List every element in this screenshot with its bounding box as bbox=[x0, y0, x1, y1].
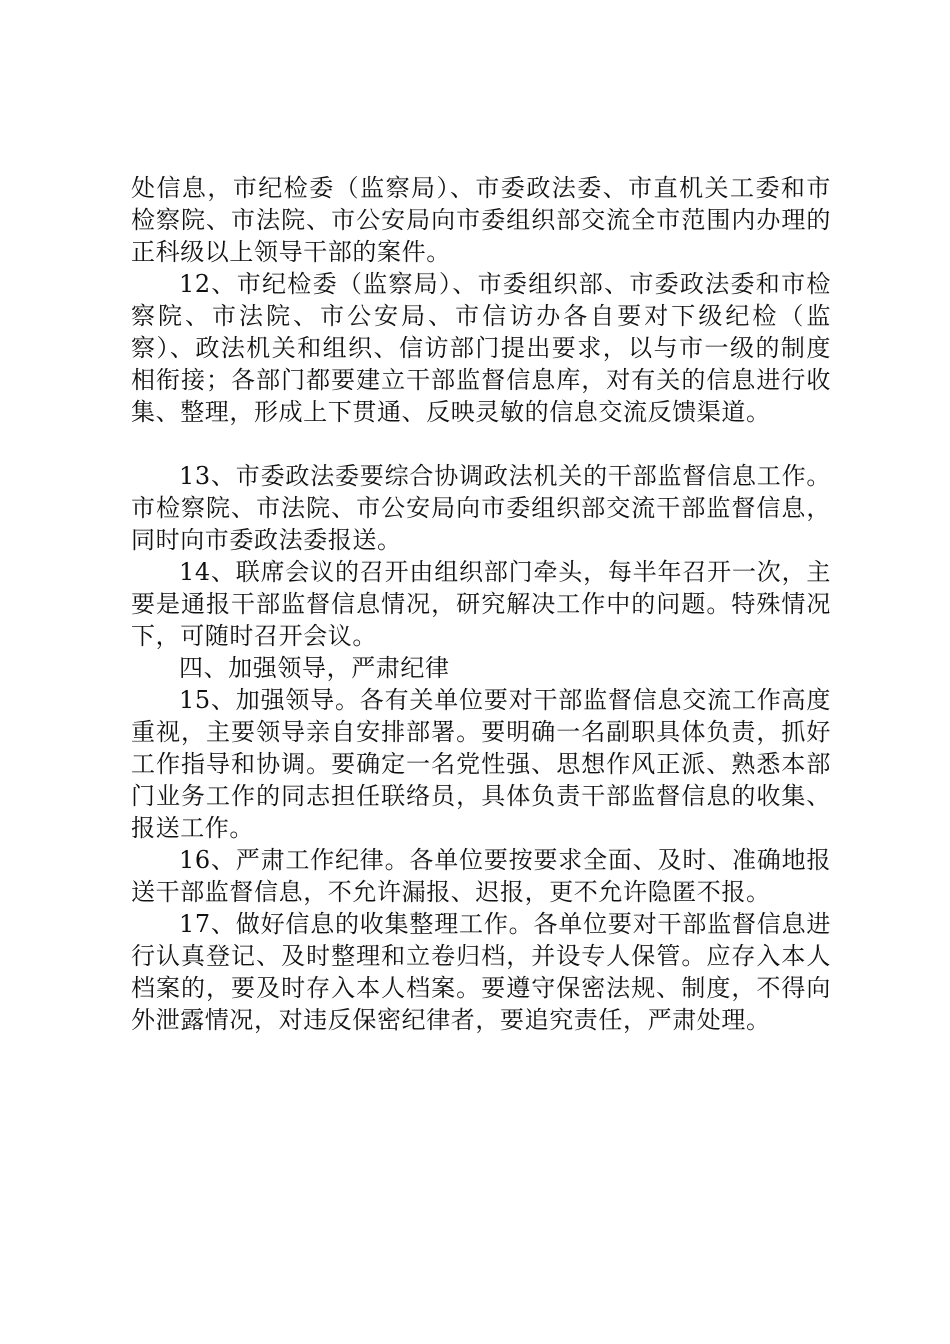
paragraph-item-14: 14、联席会议的召开由组织部门牵头，每半年召开一次，主要是通报干部监督信息情况，研究解决工作中的问题。特殊情况下，可随时召开会议。 bbox=[131, 558, 831, 650]
paragraph-item-15: 15、加强领导。各有关单位要对干部监督信息交流工作高度重视，主要领导亲自安排部署。要明确一名副职具体负责，抓好工作指导和协调。要确定一名党性强、思想作风正派、熟悉本部门业务工作的同志担任联络员，具体负责干部监督信息的收集、报送工作。 bbox=[131, 686, 831, 842]
document-body bbox=[131, 172, 831, 1036]
paragraph-item-13: 13、市委政法委要综合协调政法机关的干部监督信息工作。市检察院、市法院、市公安局向市委组织部交流干部监督信息，同时向市委政法委报送。 bbox=[131, 462, 831, 554]
paragraph-item-12: 12、市纪检委（监察局）、市委组织部、市委政法委和市检察院、市法院、市公安局、市信访办各自要对下级纪检（监察）、政法机关和组织、信访部门提出要求，以与市一级的制度相衔接；各部门都要建立干部监督信息库，对有关的信息进行收集、整理，形成上下贯通、反映灵敏的信息交流反馈渠道。 bbox=[131, 270, 831, 426]
paragraph-continuation: 处信息，市纪检委（监察局）、市委政法委、市直机关工委和市检察院、市法院、市公安局向市委组织部交流全市范围内办理的正科级以上领导干部的案件。 bbox=[131, 174, 831, 266]
section-heading-4: 四、加强领导，严肃纪律 bbox=[179, 654, 450, 682]
paragraph-item-16: 16、严肃工作纪律。各单位要按要求全面、及时、准确地报送干部监督信息，不允许漏报、迟报，更不允许隐匿不报。 bbox=[131, 846, 831, 906]
paragraph-item-17: 17、做好信息的收集整理工作。各单位要对干部监督信息进行认真登记、及时整理和立卷归档，并设专人保管。应存入本人档案的，要及时存入本人档案。要遵守保密法规、制度，不得向外泄露情况，对违反保密纪律者，要追究责任，严肃处理。 bbox=[131, 910, 831, 1034]
